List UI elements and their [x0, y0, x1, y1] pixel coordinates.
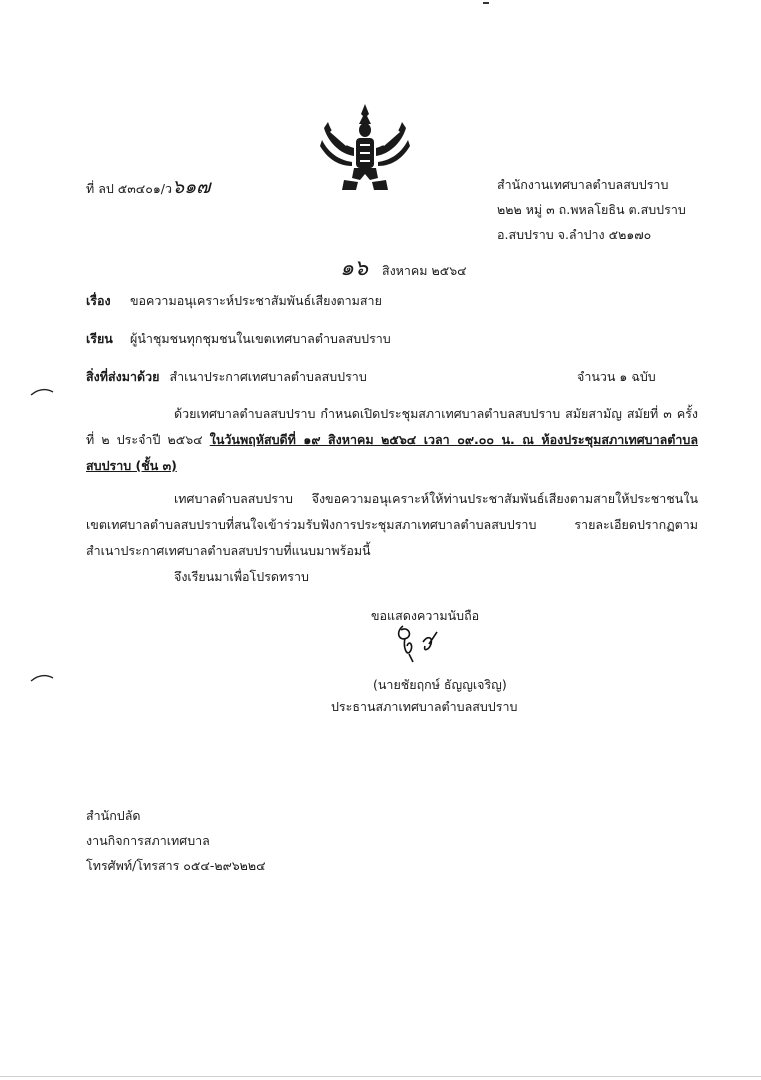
- signatory-position: ประธานสภาเทศบาลตำบลสบปราบ: [331, 699, 518, 714]
- body-paragraph-1: [86, 401, 698, 479]
- closing-phrase: ขอแสดงความนับถือ: [371, 608, 480, 623]
- subject-text: ขอความอนุเคราะห์ประชาสัมพันธ์เสียงตามสาย: [130, 293, 382, 308]
- paragraph-2-text: เทศบาลตำบลสบปราบ จึงขอความอนุเคราะห์ให้ท่านประชาสัมพันธ์เสียงตามสายให้ประชาชนในเขตเทศบาลตำบลสบปราบที่สนใจเข้าร่วมรับฟังการประชุมสภาเทศบาลตำบลสบปราบ รายละเอียดปรากฏตามสำเนาประกาศเทศบาลตำบลสบปราบที่แนบมาพร้อมนี้: [86, 491, 698, 558]
- recipient-text: ผู้นำชุมชนทุกชุมชนในเขตเทศบาลตำบลสบปราบ: [130, 331, 391, 346]
- office-name: สำนักงานเทศบาลตำบลสบปราบ: [497, 177, 669, 192]
- body-paragraph-3: จึงเรียนมาเพื่อโปรดทราบ: [174, 569, 309, 584]
- letter-date: [340, 250, 467, 285]
- reference-number-handwritten: ๖๑๗: [172, 176, 211, 198]
- reference-number: [86, 172, 210, 202]
- scan-mark: [483, 2, 489, 4]
- office-street: ๒๒๒ หมู่ ๓ ถ.พหลโยธิน ต.สบปราบ: [497, 202, 686, 217]
- punch-hole-mark-top: [30, 386, 54, 396]
- body-paragraph-2: [86, 486, 698, 564]
- office-district: อ.สบปราบ จ.ลำปาง ๕๒๑๗๐: [497, 227, 652, 242]
- enclosure-text: สำเนาประกาศเทศบาลตำบลสบปราบ: [169, 369, 367, 384]
- subject-line: [86, 291, 382, 311]
- office-address: [497, 172, 686, 247]
- handwritten-signature: [393, 620, 443, 666]
- recipient-label: เรียน: [86, 331, 113, 346]
- garuda-emblem: [318, 100, 412, 196]
- scan-bottom-edge: [0, 1076, 761, 1077]
- subject-label: เรื่อง: [86, 293, 111, 308]
- paragraph-1-lead: ด้วยเทศบาลตำบลสบปราบ กำหนดเปิดประชุมสภาเทศบาลตำบลสบปราบ สมัยสามัญ สมัยที่ ๓ ครั้งที่ ๒ ประจำปี ๒๕๖๔: [86, 406, 698, 447]
- signatory-name: (นายชัยฤกษ์ ธัญญเจริญ): [373, 677, 507, 692]
- enclosure-label: สิ่งที่ส่งมาด้วย: [86, 369, 160, 384]
- date-day-handwritten: ๑๖: [340, 256, 368, 281]
- footer-phone: โทรศัพท์/โทรสาร ๐๕๔-๒๙๖๒๒๔: [86, 858, 266, 873]
- paragraph-1-meeting-details: ในวันพฤหัสบดีที่ ๑๙ สิงหาคม ๒๕๖๔ เวลา ๐๙.๐๐ น. ณ ห้องประชุมสภาเทศบาลตำบลสบปราบ (ชั้น ๓): [86, 432, 699, 473]
- footer-contact: [86, 803, 266, 878]
- recipient-line: [86, 329, 391, 349]
- enclosure-line: [86, 367, 367, 387]
- punch-hole-mark-bottom: [30, 672, 54, 682]
- reference-prefix: ที่ ลป ๕๓๔๐๑/ว: [86, 181, 173, 196]
- enclosure-count: จำนวน ๑ ฉบับ: [577, 369, 656, 384]
- footer-section: งานกิจการสภาเทศบาล: [86, 833, 210, 848]
- footer-department: สำนักปลัด: [86, 808, 141, 823]
- date-month-year: สิงหาคม ๒๕๖๔: [381, 263, 467, 278]
